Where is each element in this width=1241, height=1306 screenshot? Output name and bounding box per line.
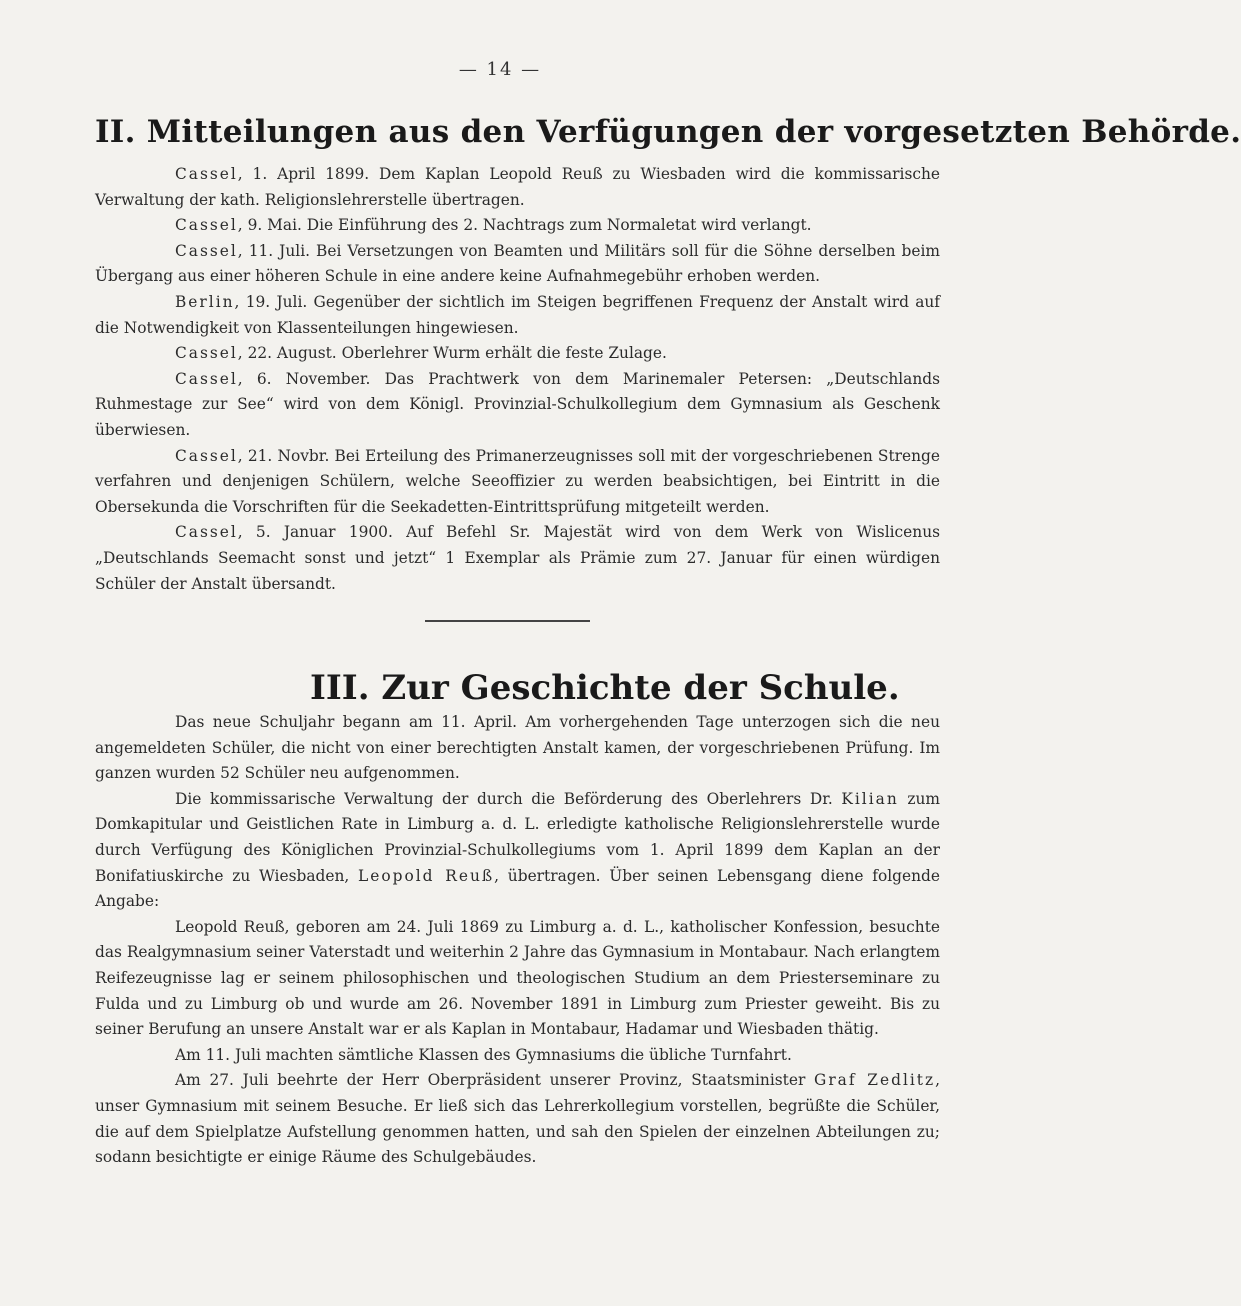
decree-entry xyxy=(95,520,940,597)
decree-entry xyxy=(95,239,940,290)
decree-entry xyxy=(95,162,940,213)
section-2-heading: II. Mitteilungen aus den Verfügungen der vorgesetzten Behörde. xyxy=(95,114,1241,150)
decree-text: , 9. Mai. Die Einführung des 2. Nachtrags zum Normaletat wird verlangt. xyxy=(237,216,812,235)
person-name: Kilian xyxy=(841,789,899,808)
decree-place: Cassel xyxy=(175,241,238,260)
decree-place: Cassel xyxy=(175,216,238,235)
decree-entry xyxy=(95,444,940,521)
section-divider xyxy=(425,620,590,622)
decree-place: Berlin xyxy=(175,292,235,311)
decree-entry xyxy=(95,213,940,239)
person-name: Leopold Reuß xyxy=(358,866,495,885)
history-paragraph xyxy=(95,787,940,915)
paragraph-text: zum Domkapitular und Geistlichen Rate in Limburg a. d. L. erledigte katholische Religionslehrerstelle wurde durch Verfügung des Königlichen Provinzial-Schulkollegiums vom 1. April 1899 dem Kaplan an der Bonifatiuskirche zu Wiesbaden, xyxy=(95,789,940,885)
decree-place: Cassel xyxy=(175,523,238,542)
decree-entry xyxy=(95,341,940,367)
paragraph-text: , übertragen. Über seinen Lebensgang diene folgende Angabe: xyxy=(95,866,940,911)
paragraph-text: , unser Gymnasium mit seinem Besuche. Er ließ sich das Lehrerkollegium vorstellen, begrüßte die Schüler, die auf dem Spielplatze Aufstellung genommen hatten, und sah den Spielen der einzelnen Abteilungen zu; sodann besichtigte er einige Räume des Schulgebäudes. xyxy=(95,1071,940,1167)
history-paragraph: Das neue Schuljahr begann am 11. April. Am vorhergehenden Tage unterzogen sich die neu angemeldeten Schüler, die nicht von einer berechtigten Anstalt kamen, der vorgeschriebenen Prüfung. Im ganzen wurden 52 Schüler neu aufgenommen. xyxy=(95,713,940,783)
decree-text: , 19. Juli. Gegenüber der sichtlich im Steigen begriffenen Frequenz der Anstalt wird auf die Notwendigkeit von Klassenteilungen hingewiesen. xyxy=(95,292,940,337)
decree-text: , 11. Juli. Bei Versetzungen von Beamten und Militärs soll für die Söhne derselben beim Übergang aus einer höheren Schule in eine andere keine Aufnahmegebühr erhoben werden. xyxy=(95,241,940,286)
section-3-heading: III. Zur Geschichte der Schule. xyxy=(310,668,900,708)
person-name: Graf Zedlitz xyxy=(814,1071,936,1090)
decree-text: , 22. August. Oberlehrer Wurm erhält die feste Zulage. xyxy=(237,344,667,363)
decree-place: Cassel xyxy=(175,344,238,363)
decree-entry xyxy=(95,290,940,341)
decree-text: , 6. November. Das Prachtwerk von dem Marinemaler Petersen: „Deutschlands Ruhmestage zur See“ wird von dem Königl. Provinzial-Schulkollegium dem Gymnasium als Geschenk überwiesen. xyxy=(95,369,940,439)
decree-text: , 1. April 1899. Dem Kaplan Leopold Reuß zu Wiesbaden wird die kommissarische Verwaltung der kath. Religionslehrerstelle übertragen. xyxy=(95,165,940,209)
decree-place: Cassel xyxy=(175,369,238,388)
paragraph-text: Die kommissarische Verwaltung der durch die Beförderung des Oberlehrers Dr. xyxy=(175,789,842,808)
decree-place: Cassel xyxy=(175,165,238,183)
paragraph-text: Am 27. Juli beehrte der Herr Oberpräsident unserer Provinz, Staatsminister xyxy=(175,1071,815,1090)
page-number: — 14 — xyxy=(458,59,542,80)
decree-text: , 21. Novbr. Bei Erteilung des Primanerzeugnisses soll mit der vorgeschriebenen Strenge verfahren und denjenigen Schülern, welche Seeoffizier zu werden beabsichtigen, bei Eintritt in die Obersekunda die Vorschriften für die Seekadetten-Eintrittsprüfung mitgeteilt werden. xyxy=(95,446,940,516)
section-3-body xyxy=(95,710,940,1171)
decree-text: , 5. Januar 1900. Auf Befehl Sr. Majestät wird von dem Werk von Wislicenus „Deutschlands Seemacht sonst und jetzt“ 1 Exemplar als Prämie zum 27. Januar für einen würdigen Schüler der Anstalt übersandt. xyxy=(95,523,940,593)
decree-entry xyxy=(95,367,940,444)
history-paragraph: Am 11. Juli machten sämtliche Klassen des Gymnasiums die übliche Turnfahrt. xyxy=(175,1045,792,1064)
history-paragraph xyxy=(95,1068,940,1170)
decree-place: Cassel xyxy=(175,446,238,465)
history-paragraph: Leopold Reuß, geboren am 24. Juli 1869 zu Limburg a. d. L., katholischer Konfession, besuchte das Realgymnasium seiner Vaterstadt und weiterhin 2 Jahre das Gymnasium in Montabaur. Nach erlangtem Reifezeugnisse lag er seinem philosophischen und theologischen Studium an dem Priesterseminare zu Fulda und zu Limburg ob und wurde am 26. November 1891 in Limburg zum Priester geweiht. Bis zu seiner Berufung an unsere Anstalt war er als Kaplan in Montabaur, Hadamar und Wiesbaden thätig. xyxy=(95,917,940,1039)
section-2-body xyxy=(95,162,940,597)
